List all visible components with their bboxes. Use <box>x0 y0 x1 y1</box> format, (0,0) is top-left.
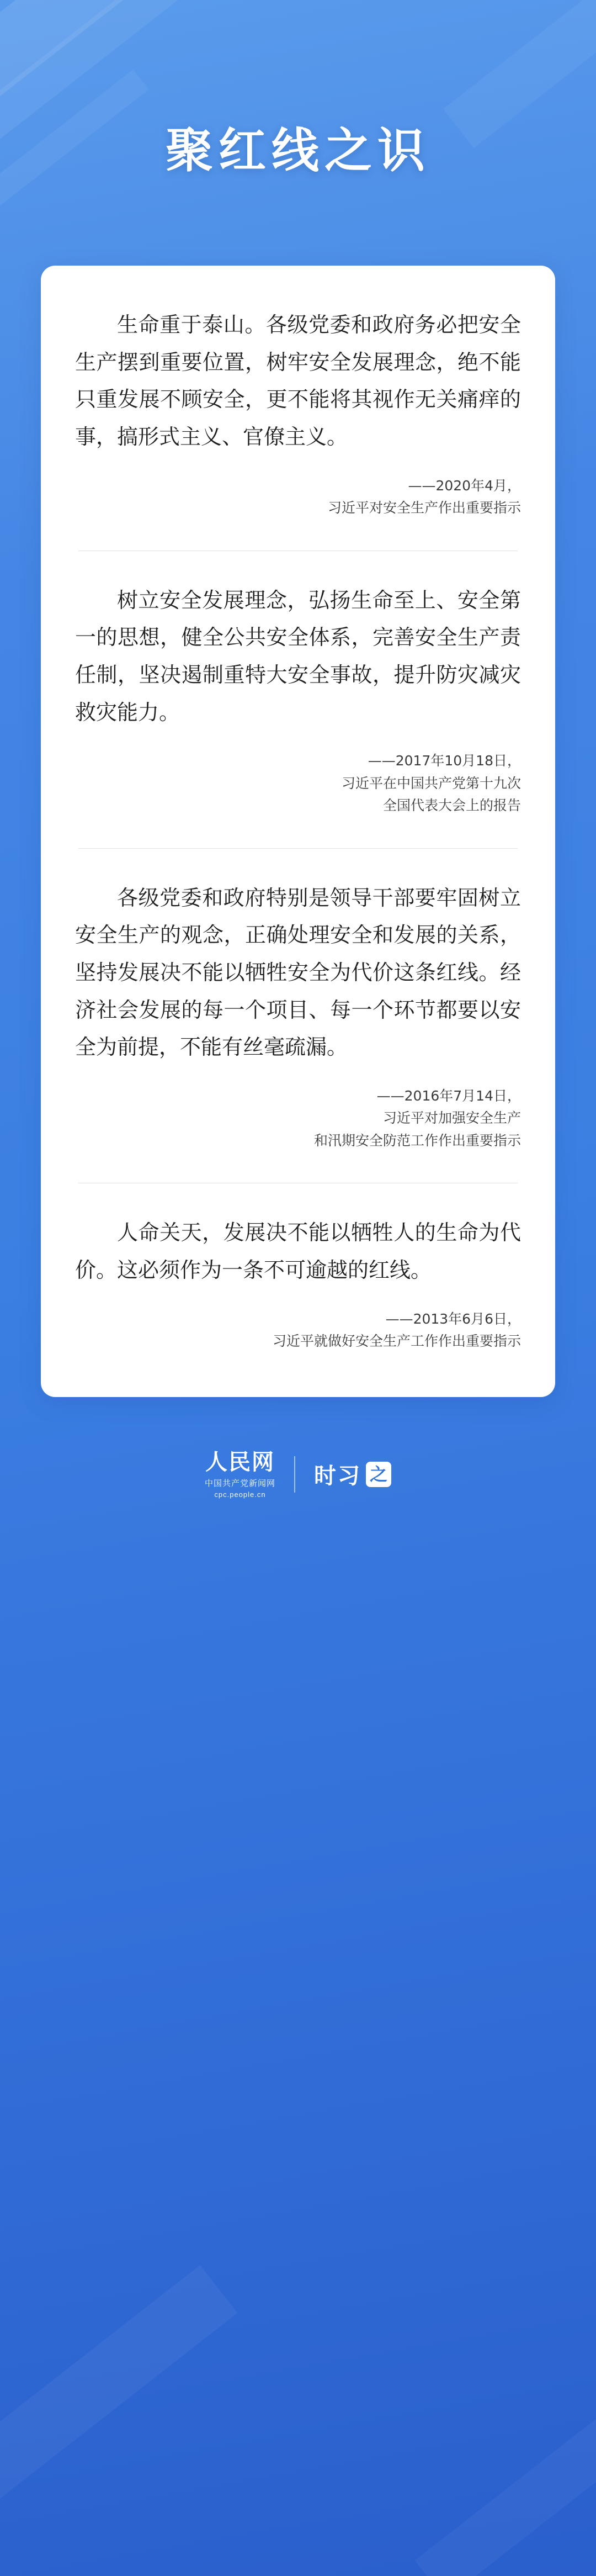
quote-block <box>75 880 521 1152</box>
quote-text: 生命重于泰山。各级党委和政府务必把安全生产摆到重要位置，树牢安全发展理念，绝不能只重发展不顾安全，更不能将其视作无关痛痒的事，搞形式主义、官僚主义。 <box>75 313 521 449</box>
footer-divider <box>294 1456 295 1493</box>
attribution-line: ——2020年4月， <box>408 477 521 494</box>
attribution-line: 习近平就做好安全生产工作作出重要指示 <box>272 1333 521 1350</box>
quote-block <box>75 306 521 520</box>
attribution-line: 习近平对加强安全生产 <box>382 1110 521 1126</box>
shixizhi-logo-text: 时习 <box>314 1463 361 1489</box>
attribution-line: ——2013年6月6日， <box>385 1310 521 1327</box>
divider <box>78 848 518 849</box>
attribution-line: 全国代表大会上的报告 <box>382 797 521 814</box>
quote-attribution <box>75 1308 521 1353</box>
quote-attribution <box>75 475 521 520</box>
quote-block <box>75 1214 521 1352</box>
page-title: 聚红线之识 <box>166 122 430 178</box>
footer <box>0 1450 596 1538</box>
quote-block <box>75 582 521 817</box>
attribution-line: 习近平在中国共产党第十九次 <box>341 775 521 791</box>
quotes-card <box>41 266 555 1397</box>
shixizhi-logo-mark: 之 <box>366 1462 391 1487</box>
quote-text: 人命关天，发展决不能以牺牲人的生命为代价。这必须作为一条不可逾越的红线。 <box>75 1220 521 1282</box>
attribution-line: ——2017年10月18日， <box>368 753 521 769</box>
people-cn-logo-title: 人民网 <box>205 1448 275 1475</box>
people-cn-logo <box>205 1450 275 1499</box>
decor-streak <box>0 2265 237 2517</box>
quote-attribution <box>75 750 521 817</box>
attribution-line: 和汛期安全防范工作作出重要指示 <box>313 1132 521 1149</box>
attribution-line: ——2016年7月14日， <box>376 1087 521 1104</box>
quote-attribution <box>75 1085 521 1152</box>
quote-text: 树立安全发展理念，弘扬生命至上、安全第一的思想，健全公共安全体系，完善安全生产责任制，坚决遏制重特大安全事故，提升防灾减灾救灾能力。 <box>75 588 521 724</box>
people-cn-logo-subtitle: 中国共产党新闻网 <box>204 1478 275 1488</box>
shixizhi-logo <box>314 1458 391 1490</box>
people-cn-logo-url: cpc.people.cn <box>214 1490 266 1499</box>
attribution-line: 习近平对安全生产作出重要指示 <box>327 500 521 516</box>
decor-streak <box>415 2370 596 2576</box>
quote-text: 各级党委和政府特别是领导干部要牢固树立安全生产的观念，正确处理安全和发展的关系，坚持发展决不能以牺牲安全为代价这条红线。经济社会发展的每一个项目、每一个环节都要以安全为前提，不能有丝毫疏漏。 <box>75 885 521 1060</box>
header <box>0 0 596 212</box>
